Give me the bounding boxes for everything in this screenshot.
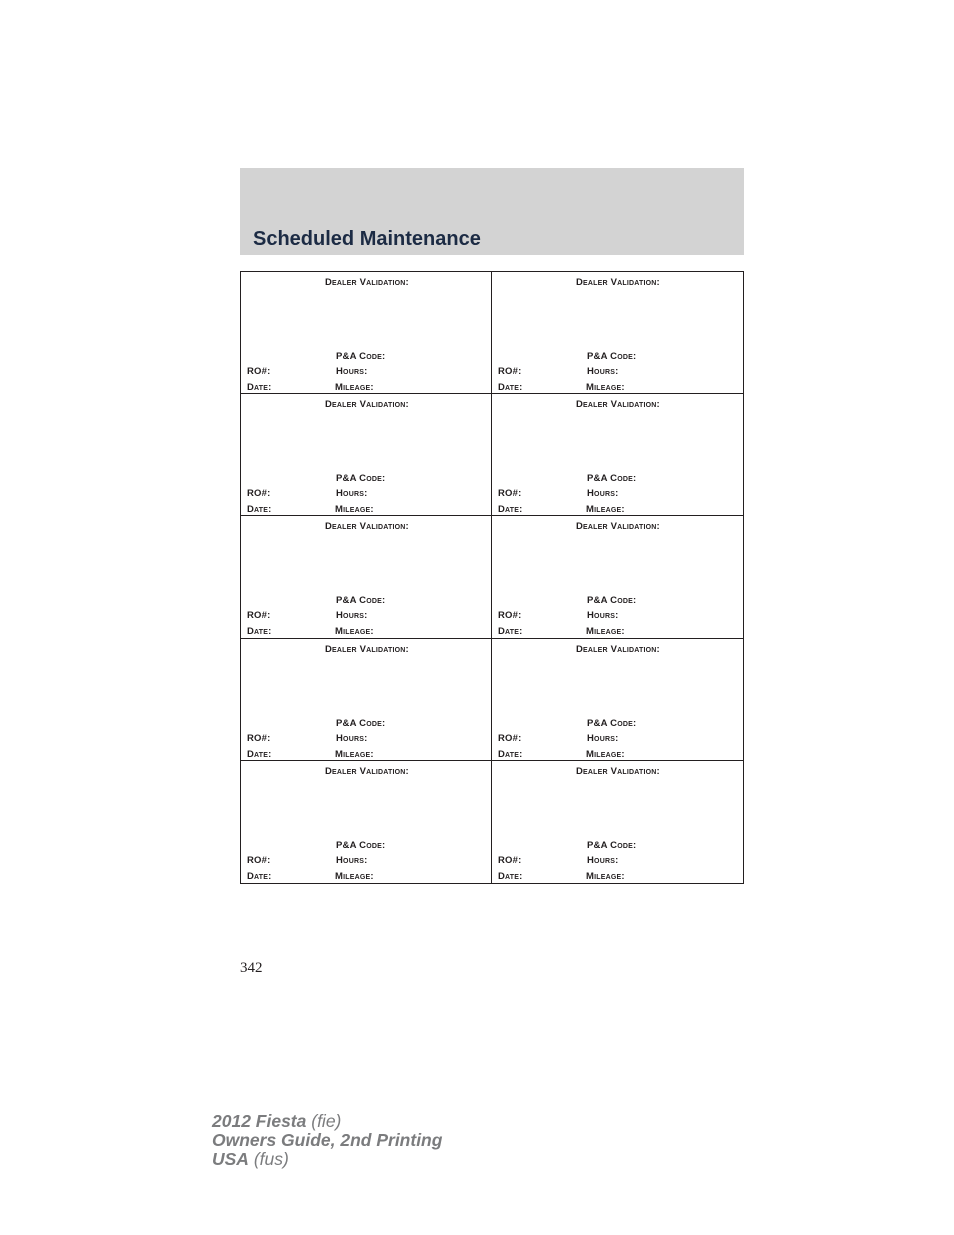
footer-document-info xyxy=(212,1112,442,1169)
mileage-label: Mileage: xyxy=(335,626,374,638)
hours-label: Hours: xyxy=(336,854,368,866)
maintenance-record-cell xyxy=(492,761,743,883)
hours-label: Hours: xyxy=(587,610,619,622)
mileage-label: Mileage: xyxy=(586,626,625,638)
ro-number-label: RO#: xyxy=(247,488,271,500)
maintenance-record-cell xyxy=(492,394,743,516)
maintenance-record-cell xyxy=(241,394,492,516)
section-title: Scheduled Maintenance xyxy=(253,228,481,250)
mileage-label: Mileage: xyxy=(586,870,625,882)
page-number: 342 xyxy=(240,960,263,976)
dealer-validation-label: Dealer Validation: xyxy=(325,765,409,777)
pa-code-label: P&A Code: xyxy=(587,595,637,607)
maintenance-record-cell xyxy=(241,516,492,638)
ro-number-label: RO#: xyxy=(498,488,522,500)
maintenance-record-cell xyxy=(241,272,492,394)
pa-code-label: P&A Code: xyxy=(587,351,637,362)
dealer-validation-label: Dealer Validation: xyxy=(325,277,409,288)
dealer-validation-label: Dealer Validation: xyxy=(576,765,660,777)
ro-number-label: RO#: xyxy=(498,732,522,744)
ro-number-label: RO#: xyxy=(498,366,522,377)
dealer-validation-label: Dealer Validation: xyxy=(576,643,660,655)
maintenance-record-cell xyxy=(492,639,743,761)
pa-code-label: P&A Code: xyxy=(336,473,386,485)
mileage-label: Mileage: xyxy=(335,748,374,760)
hours-label: Hours: xyxy=(587,366,619,377)
mileage-label: Mileage: xyxy=(586,504,625,516)
pa-code-label: P&A Code: xyxy=(587,717,637,729)
pa-code-label: P&A Code: xyxy=(336,839,386,851)
maintenance-record-cell xyxy=(241,639,492,761)
date-label: Date: xyxy=(498,382,523,393)
date-label: Date: xyxy=(498,504,523,516)
pa-code-label: P&A Code: xyxy=(336,351,386,362)
date-label: Date: xyxy=(247,504,272,516)
mileage-label: Mileage: xyxy=(335,870,374,882)
pa-code-label: P&A Code: xyxy=(336,717,386,729)
pa-code-label: P&A Code: xyxy=(587,473,637,485)
dealer-validation-label: Dealer Validation: xyxy=(576,521,660,533)
date-label: Date: xyxy=(247,382,272,393)
ro-number-label: RO#: xyxy=(247,366,271,377)
date-label: Date: xyxy=(498,748,523,760)
date-label: Date: xyxy=(247,748,272,760)
hours-label: Hours: xyxy=(336,488,368,500)
mileage-label: Mileage: xyxy=(335,382,374,393)
mileage-label: Mileage: xyxy=(586,382,625,393)
maintenance-record-cell xyxy=(492,516,743,638)
ro-number-label: RO#: xyxy=(498,854,522,866)
dealer-validation-label: Dealer Validation: xyxy=(325,521,409,533)
maintenance-record-cell xyxy=(241,761,492,883)
footer-line-model: 2012 Fiesta (fie) xyxy=(212,1111,342,1131)
mileage-label: Mileage: xyxy=(586,748,625,760)
ro-number-label: RO#: xyxy=(498,610,522,622)
footer-line-guide: Owners Guide, 2nd Printing xyxy=(212,1130,443,1150)
dealer-validation-label: Dealer Validation: xyxy=(576,277,660,288)
section-header-band xyxy=(240,168,744,255)
footer-line-market: USA (fus) xyxy=(212,1149,289,1169)
ro-number-label: RO#: xyxy=(247,854,271,866)
pa-code-label: P&A Code: xyxy=(587,839,637,851)
ro-number-label: RO#: xyxy=(247,610,271,622)
ro-number-label: RO#: xyxy=(247,732,271,744)
pa-code-label: P&A Code: xyxy=(336,595,386,607)
maintenance-record-grid xyxy=(240,271,744,884)
hours-label: Hours: xyxy=(587,732,619,744)
hours-label: Hours: xyxy=(587,488,619,500)
date-label: Date: xyxy=(247,870,272,882)
dealer-validation-label: Dealer Validation: xyxy=(576,399,660,411)
date-label: Date: xyxy=(247,626,272,638)
dealer-validation-label: Dealer Validation: xyxy=(325,399,409,411)
hours-label: Hours: xyxy=(587,854,619,866)
dealer-validation-label: Dealer Validation: xyxy=(325,643,409,655)
hours-label: Hours: xyxy=(336,366,368,377)
hours-label: Hours: xyxy=(336,732,368,744)
mileage-label: Mileage: xyxy=(335,504,374,516)
maintenance-record-cell xyxy=(492,272,743,394)
date-label: Date: xyxy=(498,870,523,882)
date-label: Date: xyxy=(498,626,523,638)
hours-label: Hours: xyxy=(336,610,368,622)
